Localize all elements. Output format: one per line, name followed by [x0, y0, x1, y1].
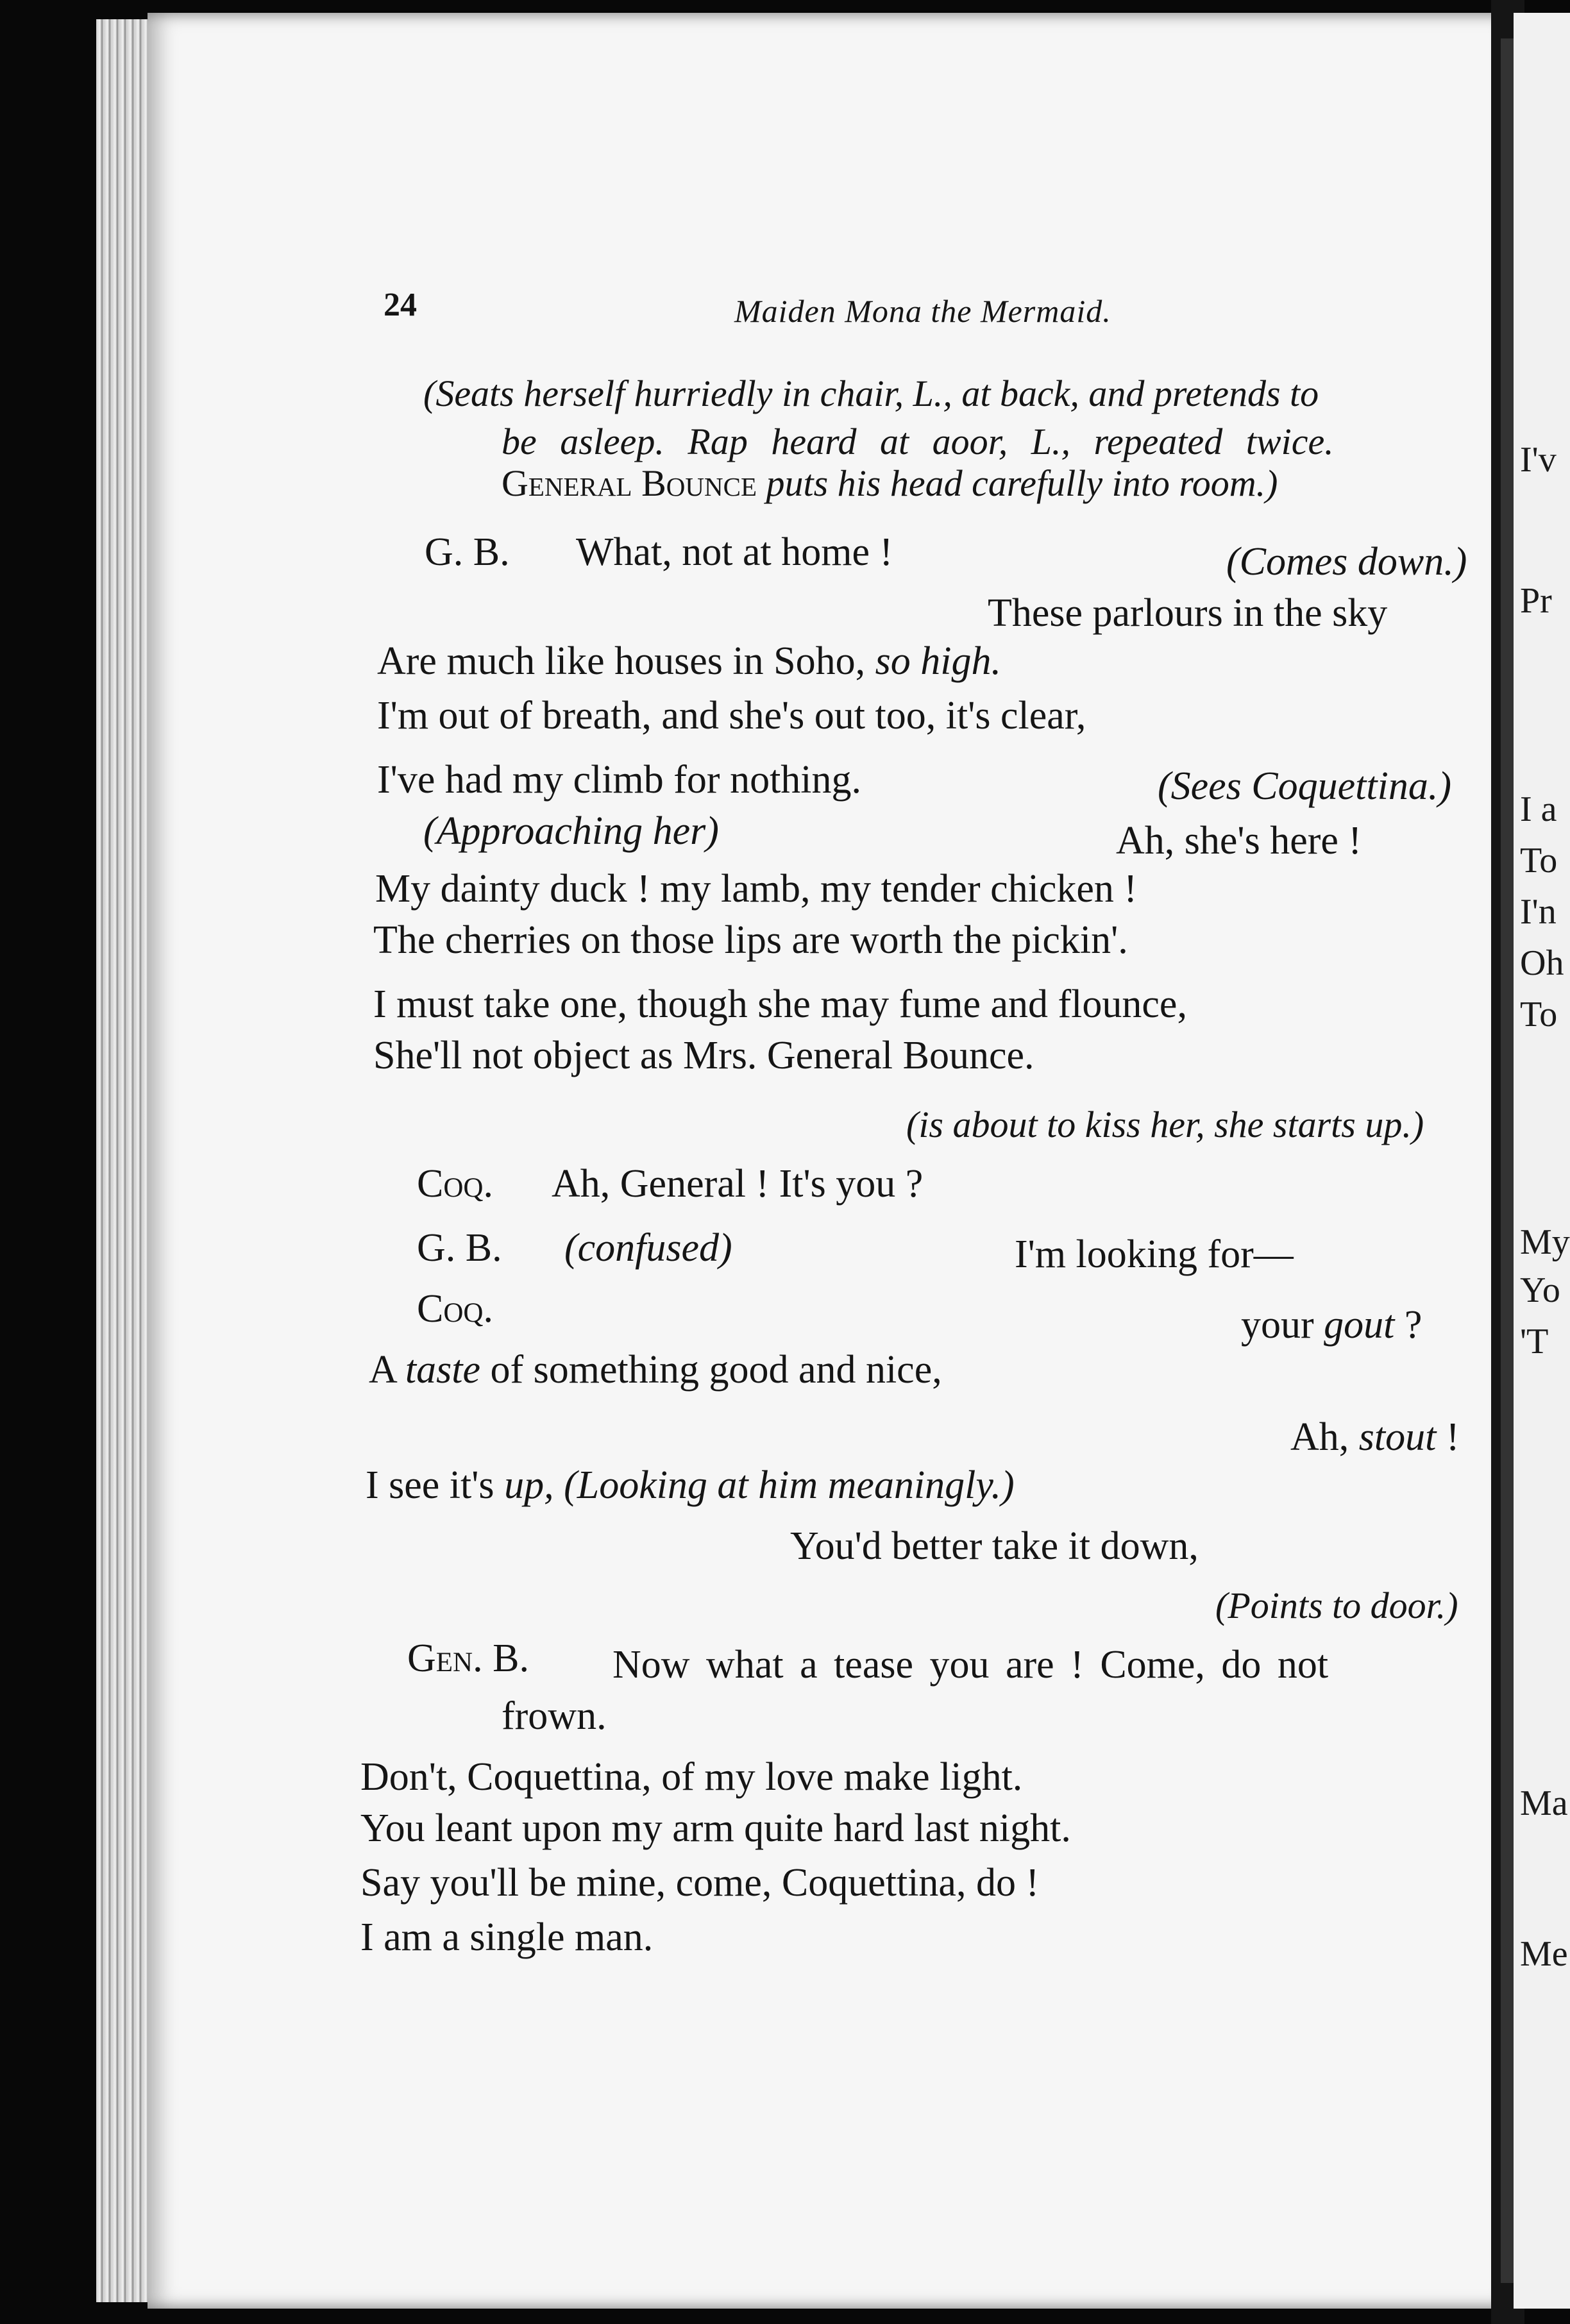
verse-line: I've had my climb for nothing. — [377, 758, 862, 802]
facing-line: To — [1520, 995, 1558, 1034]
stage-direction: (Seats herself hurriedly in chair, L., at back, and pretends to — [423, 373, 1319, 414]
stage-direction — [502, 462, 1278, 504]
facing-line: Yo — [1520, 1270, 1560, 1310]
stage-direction: (Comes down.) — [1226, 540, 1467, 584]
stage-direction: (is about to kiss her, she starts up.) — [906, 1104, 1424, 1145]
verse-line: Now what a tease you are ! Come, do not — [612, 1643, 1329, 1687]
speaker: Coq. — [417, 1287, 493, 1331]
verse-line: She'll not object as Mrs. General Bounce. — [373, 1034, 1034, 1077]
facing-page — [1514, 13, 1570, 2309]
verse-line: You'd better take it down, — [790, 1524, 1199, 1568]
stage-direction: be asleep. Rap heard at aoor, L., repeated twice. — [502, 421, 1334, 462]
stage-direction-text: puts his head carefully into room.) — [766, 462, 1278, 504]
verse-line: A taste of something good and nice, — [369, 1348, 942, 1392]
facing-line: 'T — [1520, 1322, 1549, 1361]
verse-line: These parlours in the sky — [988, 591, 1388, 635]
facing-line: To — [1520, 841, 1558, 880]
verse-line: You leant upon my arm quite hard last night. — [360, 1806, 1071, 1850]
facing-line: Ma — [1520, 1783, 1568, 1823]
verse-line: What, not at home ! — [576, 530, 893, 574]
running-head: Maiden Mona the Mermaid. — [734, 293, 1111, 329]
verse-line: Don't, Coquettina, of my love make light. — [360, 1755, 1023, 1799]
verse-line: Ah, she's here ! — [1116, 819, 1362, 863]
facing-line: I'n — [1520, 892, 1557, 932]
stage-direction: (Sees Coquettina.) — [1158, 764, 1452, 808]
facing-line: Pr — [1520, 581, 1552, 621]
facing-line: My — [1520, 1222, 1570, 1262]
stage-direction: (Points to door.) — [1215, 1585, 1458, 1626]
gutter-shadow — [1501, 38, 1514, 2283]
verse-line: The cherries on those lips are worth the pickin'. — [373, 918, 1128, 962]
book-page — [148, 13, 1510, 2309]
speaker: G. B. — [417, 1226, 502, 1270]
verse-line: frown. — [502, 1694, 607, 1738]
speaker: G. B. — [425, 530, 510, 574]
verse-line: Ah, General ! It's you ? — [552, 1162, 924, 1206]
verse-line: I'm out of breath, and she's out too, it's clear, — [377, 694, 1086, 737]
speaker: Gen. B. — [407, 1637, 529, 1680]
verse-line: Ah, stout ! — [1290, 1415, 1460, 1459]
verse-line: My dainty duck ! my lamb, my tender chicken ! — [375, 867, 1138, 911]
speaker: Coq. — [417, 1162, 493, 1206]
page-number: 24 — [384, 287, 417, 323]
facing-line: Me — [1520, 1934, 1568, 1974]
facing-line: I a — [1520, 789, 1557, 829]
verse-line: Say you'll be mine, come, Coquettina, do ! — [360, 1861, 1040, 1905]
verse-line: your gout ? — [1241, 1303, 1422, 1347]
stage-direction: (confused) — [564, 1226, 732, 1270]
verse-line: Are much like houses in Soho, so high. — [377, 639, 1001, 683]
verse-line: I am a single man. — [360, 1916, 654, 1959]
verse-line: I'm looking for— — [1015, 1233, 1294, 1276]
verse-line: I see it's up, (Looking at him meaningly.) — [366, 1463, 1015, 1507]
stage-direction: (Approaching her) — [423, 809, 719, 853]
verse-line: I must take one, though she may fume and flounce, — [373, 982, 1187, 1026]
character-name: General Bounce — [502, 462, 757, 504]
facing-line: I'v — [1520, 440, 1557, 480]
facing-line: Oh — [1520, 943, 1564, 983]
